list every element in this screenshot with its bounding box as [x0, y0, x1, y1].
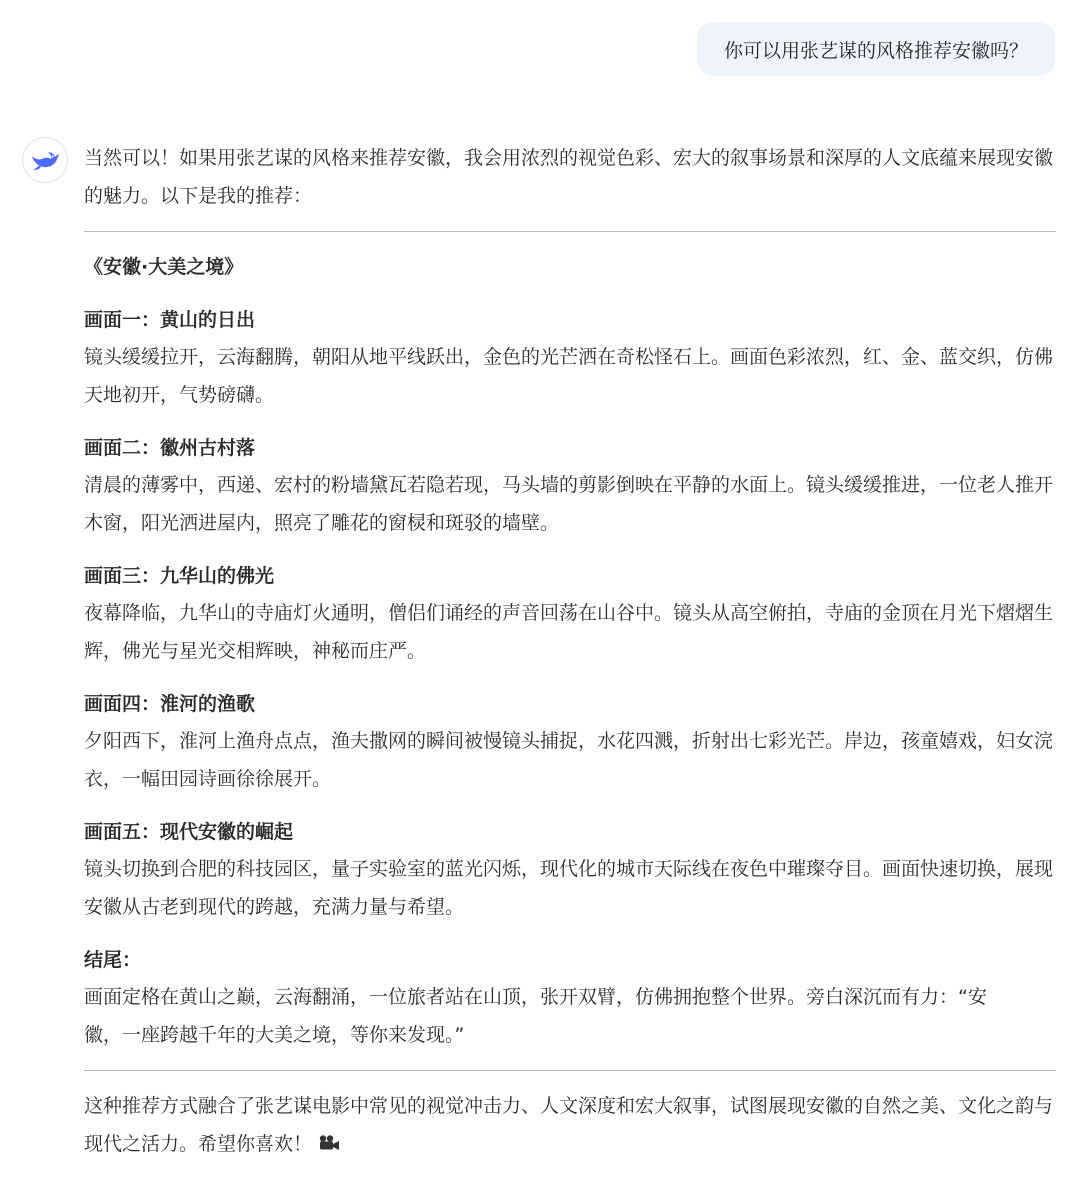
scene-title: 画面五：现代安徽的崛起	[84, 821, 294, 843]
scene-title: 画面三：九华山的佛光	[84, 565, 275, 587]
assistant-response	[84, 139, 1056, 1163]
scene-text: 夕阳西下，淮河上渔舟点点，渔夫撒网的瞬间被慢镜头捕捉，水花四溅，折射出七彩光芒。岸边，孩童嬉戏，妇女浣衣，一幅田园诗画徐徐展开。	[84, 730, 1054, 790]
scene-1	[84, 302, 1056, 414]
scene-ending	[84, 942, 1056, 1054]
whale-logo-icon	[30, 148, 60, 172]
divider-top	[84, 231, 1056, 232]
user-message-text: 你可以用张艺谋的风格推荐安徽吗？	[723, 39, 1028, 62]
movie-camera-icon	[318, 1134, 340, 1152]
scene-text: 镜头缓缓拉开，云海翻腾，朝阳从地平线跃出，金色的光芒洒在奇松怪石上。画面色彩浓烈，红、金、蓝交织，仿佛天地初开，气势磅礴。	[84, 346, 1054, 406]
scene-text: 夜幕降临，九华山的寺庙灯火通明，僧侣们诵经的声音回荡在山谷中。镜头从高空俯拍，寺庙的金顶在月光下熠熠生辉，佛光与星光交相辉映，神秘而庄严。	[84, 602, 1054, 662]
scene-text: 画面定格在黄山之巅，云海翻涌，一位旅者站在山顶，张开双臂，仿佛拥抱整个世界。旁白深沉而有力：“安徽，一座跨越千年的大美之境，等你来发现。”	[84, 986, 987, 1046]
closing-paragraph	[84, 1087, 1056, 1163]
scene-2	[84, 430, 1056, 542]
scene-title: 画面四：淮河的渔歌	[84, 693, 256, 715]
scene-4	[84, 686, 1056, 798]
scene-3	[84, 558, 1056, 670]
scene-text: 镜头切换到合肥的科技园区，量子实验室的蓝光闪烁，现代化的城市天际线在夜色中璀璨夺目。画面快速切换，展现安徽从古老到现代的跨越，充满力量与希望。	[84, 858, 1054, 918]
scene-title: 画面二：徽州古村落	[84, 437, 256, 459]
work-title: 《安徽·大美之境》	[84, 256, 244, 278]
divider-bottom	[84, 1070, 1056, 1071]
scene-title: 结尾：	[84, 949, 142, 971]
intro-paragraph: 当然可以！如果用张艺谋的风格来推荐安徽，我会用浓烈的视觉色彩、宏大的叙事场景和深厚的人文底蕴来展现安徽的魅力。以下是我的推荐：	[84, 147, 1054, 207]
assistant-avatar	[22, 137, 68, 183]
scene-text: 清晨的薄雾中，西递、宏村的粉墙黛瓦若隐若现，马头墙的剪影倒映在平静的水面上。镜头缓缓推进，一位老人推开木窗，阳光洒进屋内，照亮了雕花的窗棂和斑驳的墙壁。	[84, 474, 1054, 534]
user-message-bubble	[697, 22, 1055, 76]
scene-title: 画面一：黄山的日出	[84, 309, 256, 331]
closing-text: 这种推荐方式融合了张艺谋电影中常见的视觉冲击力、人文深度和宏大叙事，试图展现安徽的自然之美、文化之韵与现代之活力。希望你喜欢！	[84, 1095, 1054, 1155]
scene-5	[84, 814, 1056, 926]
